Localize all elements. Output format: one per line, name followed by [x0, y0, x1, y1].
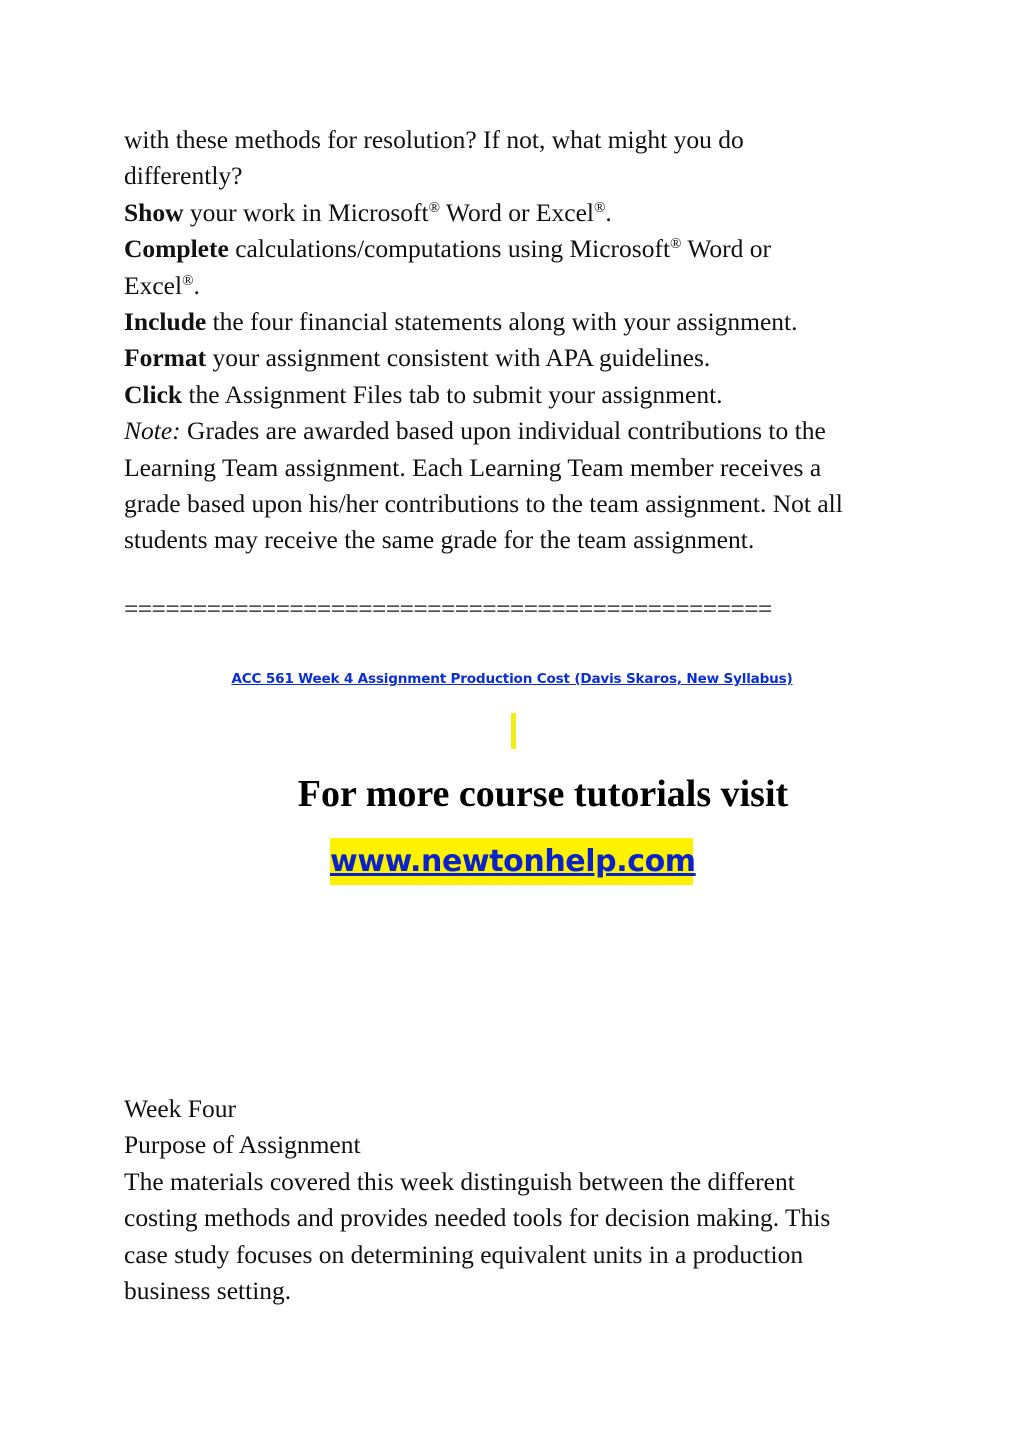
- separator-line: ===============================================: [124, 594, 772, 623]
- text-segment: Grades are awarded based upon individual contributions to the: [180, 416, 826, 446]
- text-segment: your work in Microsoft: [183, 197, 429, 227]
- highlight-marker: [511, 713, 516, 749]
- note-line: Learning Team assignment. Each Learning Team member receives a: [124, 452, 822, 482]
- text-segment: the four financial statements along with your assignment.: [206, 307, 798, 337]
- promo-heading: For more course tutorials visit: [297, 773, 789, 815]
- click-instruction: [124, 377, 924, 413]
- note-label: Note:: [124, 416, 181, 446]
- instructions-block: [124, 122, 924, 559]
- purpose-heading: Purpose of Assignment: [124, 1130, 361, 1160]
- show-instruction: [124, 195, 924, 231]
- text-segment: calculations/computations using Microsoft: [228, 234, 671, 264]
- text-segment: .: [605, 197, 612, 227]
- text-segment: Word or Excel: [440, 197, 594, 227]
- text-segment: your assignment consistent with APA guidelines.: [206, 343, 711, 373]
- note-line: [124, 413, 924, 449]
- show-keyword: Show: [124, 197, 184, 227]
- complete-instruction: [124, 231, 924, 267]
- registered-mark: ®: [428, 199, 440, 216]
- note-line: students may receive the same grade for the team assignment.: [124, 525, 755, 555]
- include-instruction: [124, 304, 924, 340]
- note-line: grade based upon his/her contributions to the team assignment. Not all: [124, 489, 843, 519]
- body-line: business setting.: [124, 1276, 292, 1306]
- week-heading: Week Four: [124, 1094, 236, 1123]
- body-line: The materials covered this week distinguish between the different: [124, 1166, 795, 1196]
- body-line: costing methods and provides needed tools for decision making. This: [124, 1203, 831, 1233]
- complete-instruction-cont: [124, 268, 924, 304]
- assignment-title-link[interactable]: ACC 561 Week 4 Assignment Production Cost (Davis Skaros, New Syllabus): [231, 671, 793, 687]
- body-line: case study focuses on determining equivalent units in a production: [124, 1239, 804, 1269]
- text-line: with these methods for resolution? If not, what might you do: [124, 125, 744, 154]
- text-segment: .: [193, 270, 200, 300]
- include-keyword: Include: [124, 307, 207, 337]
- registered-mark: ®: [670, 236, 682, 253]
- complete-keyword: Complete: [124, 234, 229, 264]
- text-line: differently?: [124, 161, 243, 191]
- purpose-block: [124, 1091, 924, 1309]
- format-instruction: [124, 340, 924, 376]
- text-segment: the Assignment Files tab to submit your assignment.: [182, 379, 723, 409]
- website-link[interactable]: www.newtonhelp.com: [330, 838, 693, 885]
- text-segment: Word or: [681, 234, 772, 264]
- click-keyword: Click: [124, 379, 183, 409]
- registered-mark: ®: [182, 272, 194, 289]
- text-segment: Excel: [124, 270, 183, 300]
- registered-mark: ®: [593, 199, 606, 216]
- format-keyword: Format: [124, 343, 207, 373]
